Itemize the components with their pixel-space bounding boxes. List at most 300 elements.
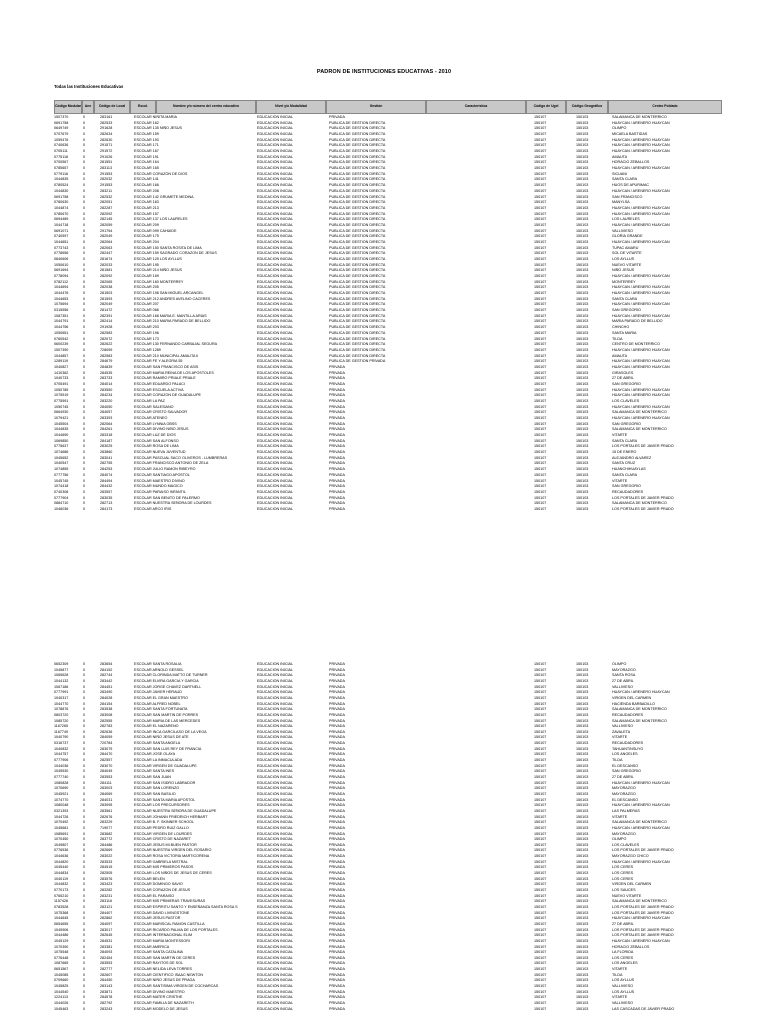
header-codigo-modular: Código Modular — [54, 100, 82, 114]
cell-centro-poblado: LOS AYLLUS — [612, 257, 635, 261]
cell-centro-poblado: AMAUTA — [612, 353, 628, 358]
cell-codigo-local: 284014 — [100, 381, 113, 386]
cell-gestion: PRIVADA — [329, 467, 345, 472]
cell-nivel: EDUCACION INICIAL — [257, 257, 294, 261]
cell-nivel: EDUCACION INICIAL — [257, 166, 294, 171]
cell-codigo-ugel: 150107 — [534, 444, 547, 449]
cell-anexo: 0 — [83, 433, 86, 438]
cell-codigo-ugel: 150107 — [534, 803, 547, 808]
cell-centro-poblado: HUAYCAN / ARENERO HUAYCAN — [612, 166, 670, 171]
table-row — [54, 888, 722, 893]
cell-gestion: PRIVADA — [329, 707, 345, 712]
cell-centro-poblado: HUAYCAN / ARENERO HUAYCAN — [612, 416, 670, 421]
cell-gestion: PRIVADA — [329, 876, 345, 881]
cell-nombre: ESCOLAR 205 — [134, 285, 159, 290]
cell-codigo-modular: 1044757 — [54, 752, 69, 757]
cell-codigo-local: 282645 — [100, 933, 113, 938]
cell-codigo-modular: 1044756 — [54, 325, 69, 330]
cell-gestion: PRIVADA — [329, 995, 345, 1000]
cell-centro-poblado: HUAYCAN / ARENERO HUAYCAN — [612, 803, 670, 808]
cell-gestion: PUBLICA DE GESTION DIRECTA — [329, 126, 386, 131]
cell-gestion: PRIVADA — [329, 662, 345, 666]
cell-centro-poblado: VIRGEN DEL CARMEN — [612, 882, 652, 887]
header-codigo-local: Código de Local — [94, 100, 130, 114]
cell-gestion: PRIVADA — [329, 404, 345, 409]
cell-codigo-ugel: 150107 — [534, 228, 547, 233]
cell-nombre: ESCOLAR LYNNIA OBSS — [134, 421, 177, 426]
cell-anexo: 0 — [83, 154, 86, 159]
cell-nivel: EDUCACION INICIAL — [257, 803, 294, 808]
cell-centro-poblado: VITARTE — [612, 478, 628, 483]
header-escol: Escol. — [130, 100, 156, 114]
cell-codigo-ugel: 150107 — [534, 291, 547, 296]
cell-anexo: 0 — [83, 217, 86, 222]
cell-codigo-modular: 1045921 — [54, 791, 69, 796]
cell-gestion: PUBLICA DE GESTION DIRECTA — [329, 251, 386, 256]
cell-codigo-local: 282059 — [100, 222, 113, 227]
table-row — [54, 217, 722, 222]
cell-codigo-geografico: 150103 — [576, 763, 589, 768]
cell-centro-poblado: MAYORAZGO CHICO — [612, 854, 649, 859]
cell-codigo-modular: 1040119 — [54, 876, 69, 881]
cell-anexo: 0 — [83, 347, 86, 352]
cell-nivel: EDUCACION INICIAL — [257, 342, 294, 347]
cell-centro-poblado: VITARTE — [612, 433, 628, 438]
cell-codigo-geografico: 150103 — [576, 200, 589, 205]
cell-nombre: ESCOLAR MARIA DE LAS MERCEDES — [134, 718, 201, 723]
cell-codigo-modular: 1069850 — [54, 438, 69, 443]
cell-codigo-ugel: 150107 — [534, 871, 547, 876]
cell-centro-poblado: LOS CERES — [612, 871, 634, 876]
cell-gestion: PRIVADA — [329, 972, 345, 977]
cell-nombre: ESCOLAR LOS NIÑOS DE JESUS DE CERES — [134, 871, 212, 876]
cell-codigo-ugel: 150107 — [534, 251, 547, 256]
cell-gestion: PUBLICA DE GESTION DIRECTA — [329, 200, 386, 205]
cell-codigo-ugel: 150107 — [534, 404, 547, 409]
cell-codigo-geografico: 150103 — [576, 444, 589, 449]
cell-codigo-geografico: 150103 — [576, 177, 589, 182]
table-row — [54, 456, 722, 461]
cell-codigo-ugel: 150107 — [534, 950, 547, 955]
cell-centro-poblado: SALAMANCA DE MONTERRICO — [612, 899, 667, 904]
cell-codigo-ugel: 150107 — [534, 865, 547, 870]
table-row — [54, 961, 722, 966]
cell-anexo: 0 — [83, 120, 86, 125]
cell-anexo: 0 — [83, 166, 86, 171]
cell-anexo: 0 — [83, 984, 86, 989]
table-row — [54, 143, 722, 148]
cell-centro-poblado: VIRGEN DEL CARMEN — [612, 695, 652, 700]
cell-codigo-local: 282862 — [100, 916, 113, 921]
table-row — [54, 978, 722, 983]
cell-codigo-ugel: 150107 — [534, 741, 547, 746]
cell-gestion: PUBLICA DE GESTION DIRECTA — [329, 279, 386, 284]
cell-nivel: EDUCACION INICIAL — [257, 808, 294, 813]
cell-nombre: ESCOLAR FRANCISCO ANTONIO DE ZELA — [134, 461, 209, 466]
cell-codigo-modular: 1044820 — [54, 859, 69, 864]
cell-anexo: 0 — [83, 200, 86, 205]
cell-codigo-geografico: 150103 — [576, 859, 589, 864]
cell-codigo-geografico: 150103 — [576, 296, 589, 301]
cell-anexo: 0 — [83, 684, 86, 689]
cell-nombre: ESCOLAR 209 — [134, 222, 159, 227]
cell-centro-poblado: LA FLORIDA — [612, 950, 634, 955]
cell-nombre: ESCOLAR ESCUELA ACTIVA — [134, 387, 184, 392]
cell-nivel: EDUCACION INICIAL — [257, 262, 294, 267]
cell-codigo-ugel: 150107 — [534, 893, 547, 898]
cell-anexo: 0 — [83, 376, 86, 381]
cell-codigo-modular: 1044645 — [54, 916, 69, 921]
cell-codigo-ugel: 150107 — [534, 120, 547, 125]
cell-codigo-modular: 1044026 — [54, 1001, 69, 1005]
cell-codigo-geografico: 150103 — [576, 888, 589, 892]
cell-nombre: ESCOLAR SALESIANO — [134, 404, 174, 409]
cell-codigo-local: 283490 — [100, 690, 113, 695]
cell-nombre: ESCOLAR INTERNACIONAL ELIM — [134, 933, 193, 938]
cell-codigo-modular: 1040790 — [54, 735, 69, 740]
cell-nombre: ESCOLAR 1289 — [134, 347, 161, 352]
cell-codigo-ugel: 150107 — [534, 376, 547, 381]
cell-nombre: ESCOLAR JULIO RAMON RIBEYRO — [134, 467, 196, 472]
cell-centro-poblado: SANTA MARIA — [612, 330, 637, 335]
cell-codigo-geografico: 150103 — [576, 820, 589, 825]
cell-anexo: 0 — [83, 791, 86, 796]
cell-codigo-modular: 0600239 — [54, 342, 69, 347]
cell-nivel: EDUCACION INICIAL — [257, 410, 294, 415]
cell-gestion: PRIVADA — [329, 842, 345, 847]
cell-codigo-ugel: 150107 — [534, 729, 547, 734]
table-row — [54, 410, 722, 415]
table-row — [54, 685, 722, 690]
cell-codigo-modular: 0803720 — [54, 712, 69, 717]
cell-anexo: 0 — [83, 228, 86, 233]
cell-nombre: ESCOLAR 066 — [134, 308, 159, 313]
cell-codigo-local: 283654 — [100, 662, 113, 666]
cell-nivel: EDUCACION INICIAL — [257, 455, 294, 460]
cell-codigo-modular: 0884710 — [54, 501, 69, 506]
cell-codigo-modular: 0780630 — [54, 200, 69, 205]
cell-nivel: EDUCACION INICIAL — [257, 126, 294, 131]
cell-codigo-ugel: 150107 — [534, 274, 547, 279]
cell-anexo: 0 — [83, 257, 86, 261]
cell-nivel: EDUCACION INICIAL — [257, 746, 294, 751]
cell-nombre: ESCOLAR VIRGEN DE GUADALUPE — [134, 763, 197, 768]
cell-codigo-modular: 1079421 — [54, 416, 69, 421]
cell-codigo-ugel: 150107 — [534, 433, 547, 438]
cell-codigo-local: 282049 — [100, 302, 113, 307]
cell-codigo-geografico: 150103 — [576, 1001, 589, 1005]
cell-centro-poblado: LOS CERES — [612, 955, 634, 960]
cell-centro-poblado: HUAYCAN / ARENERO HUAYCAN — [612, 205, 670, 210]
cell-anexo: 0 — [83, 115, 86, 119]
cell-codigo-ugel: 150107 — [534, 695, 547, 700]
cell-codigo-modular: 0654655 — [54, 921, 69, 926]
table-header — [54, 100, 722, 114]
cell-codigo-modular: 0691758 — [54, 120, 69, 125]
cell-anexo: 0 — [83, 746, 86, 751]
table-row — [54, 928, 722, 933]
table-row — [54, 439, 722, 444]
cell-codigo-modular: 0315556 — [54, 308, 69, 313]
cell-codigo-geografico: 150103 — [576, 421, 589, 426]
table-row — [54, 138, 722, 143]
cell-anexo: 0 — [83, 171, 86, 176]
cell-codigo-ugel: 150107 — [534, 370, 547, 375]
cell-codigo-local: 283229 — [100, 820, 113, 825]
cell-nivel: EDUCACION INICIAL — [257, 404, 294, 409]
cell-nombre: ESCOLAR INCA GARCILASO DE LA VEGA — [134, 729, 207, 734]
cell-nombre: ESCOLAR JORGE CHAVEZ DARTNELL — [134, 684, 202, 689]
cell-nombre: ESCOLAR 167 — [134, 149, 159, 154]
cell-nombre: ESCOLAR SANTA MARIA APOSTOL — [134, 797, 196, 802]
cell-codigo-local: 282669 — [100, 848, 113, 853]
cell-codigo-local: 283025 — [100, 444, 113, 449]
cell-gestion: PUBLICA DE GESTION DIRECTA — [329, 291, 386, 296]
cell-centro-poblado: TILDA — [612, 758, 623, 763]
cell-gestion: PRIVADA — [329, 472, 345, 477]
cell-gestion: PUBLICA DE GESTION DIRECTA — [329, 308, 386, 313]
table-row — [54, 905, 722, 910]
cell-codigo-geografico: 150103 — [576, 257, 589, 261]
cell-gestion: PRIVADA — [329, 763, 345, 768]
table-row — [54, 177, 722, 182]
cell-anexo: 0 — [83, 667, 86, 672]
cell-gestion: PRIVADA — [329, 450, 345, 455]
cell-codigo-local: 283538 — [100, 707, 113, 712]
cell-nombre: ESCOLAR 163 — [134, 200, 159, 205]
cell-centro-poblado: SANTA CRUZ — [612, 461, 636, 466]
cell-codigo-modular: 0694489 — [54, 217, 69, 222]
table-row — [54, 843, 722, 848]
cell-nivel: EDUCACION INICIAL — [257, 296, 294, 301]
cell-codigo-local: 284173 — [100, 506, 113, 511]
header-anexo: Ane — [82, 100, 94, 114]
cell-codigo-local: 284111 — [100, 780, 112, 785]
cell-centro-poblado: SALAMANCA DE MONTERRICO — [612, 501, 667, 506]
cell-gestion: PRIVADA — [329, 888, 345, 892]
cell-nivel: EDUCACION INICIAL — [257, 955, 294, 960]
cell-centro-poblado: HUAYCAN / ARENERO HUAYCAN — [612, 313, 670, 318]
cell-codigo-geografico: 150103 — [576, 854, 589, 859]
cell-codigo-modular: 1070390 — [54, 944, 69, 949]
cell-anexo: 0 — [83, 467, 86, 472]
cell-codigo-modular: 1045745 — [54, 478, 69, 483]
cell-codigo-local: 284407 — [100, 910, 113, 915]
cell-anexo: 0 — [83, 222, 86, 227]
cell-codigo-ugel: 150107 — [534, 984, 547, 989]
cell-codigo-ugel: 150107 — [534, 820, 547, 825]
cell-anexo: 0 — [83, 291, 86, 296]
cell-codigo-modular: 1075368 — [54, 910, 69, 915]
cell-anexo: 0 — [83, 967, 86, 972]
cell-anexo: 0 — [83, 381, 86, 386]
cell-codigo-modular: 1075519 — [54, 393, 69, 398]
cell-codigo-ugel: 150107 — [534, 450, 547, 455]
cell-nombre: ESCOLAR ARCO IRIS — [134, 506, 172, 511]
cell-codigo-modular: 1044835 — [54, 427, 69, 432]
cell-anexo: 0 — [83, 921, 86, 926]
cell-codigo-ugel: 150107 — [534, 752, 547, 757]
cell-codigo-ugel: 150107 — [534, 381, 547, 386]
cell-codigo-local: 284059 — [100, 735, 113, 740]
cell-anexo: 0 — [83, 438, 86, 443]
cell-codigo-geografico: 150103 — [576, 194, 589, 199]
cell-codigo-geografico: 150103 — [576, 882, 589, 887]
cell-codigo-geografico: 150103 — [576, 944, 589, 949]
cell-nivel: EDUCACION INICIAL — [257, 791, 294, 796]
cell-codigo-local: 282287 — [100, 205, 113, 210]
table-row — [54, 956, 722, 961]
cell-gestion: PRIVADA — [329, 780, 345, 785]
table-row — [54, 297, 722, 302]
cell-nombre: ESCOLAR B. F. SKINNER SCHOOL — [134, 820, 195, 825]
header-caracteristica: Característica — [426, 100, 526, 114]
cell-gestion: PUBLICA DE GESTION DIRECTA — [329, 274, 386, 279]
cell-nombre: ESCOLAR SAN LUIS REY DE FRANCIA — [134, 746, 202, 751]
cell-nombre: ESCOLAR CLORINDA MATTO DE TURNER — [134, 673, 208, 678]
cell-anexo: 0 — [83, 882, 86, 887]
cell-centro-poblado: LAS CASCADAS DE JAVIER PRADO — [612, 1006, 675, 1011]
cell-gestion: PRIVADA — [329, 678, 345, 683]
cell-codigo-local: 282792 — [100, 1001, 113, 1005]
cell-codigo-local: 282777 — [100, 967, 113, 972]
cell-codigo-local: 283772 — [100, 837, 113, 842]
cell-codigo-ugel: 150107 — [534, 342, 547, 347]
cell-centro-poblado: 27 DE ABRIL — [612, 376, 634, 381]
table-row — [54, 251, 722, 256]
cell-nombre: ESCOLAR MODELO DE JESUS — [134, 1006, 188, 1011]
cell-centro-poblado: HORACIO ZEBALLOS — [612, 160, 650, 165]
cell-centro-poblado: 15 DE ENERO — [612, 450, 637, 455]
cell-nivel: EDUCACION INICIAL — [257, 995, 294, 1000]
table-row — [54, 450, 722, 455]
cell-codigo-geografico: 150103 — [576, 724, 589, 729]
cell-gestion: PRIVADA — [329, 825, 345, 830]
cell-centro-poblado: HUAYCAN / ARENERO HUAYCAN — [612, 938, 670, 943]
cell-gestion: PRIVADA — [329, 933, 345, 938]
cell-nombre: ESCOLAR MUNDO MAGICO — [134, 484, 183, 489]
cell-codigo-ugel: 150107 — [534, 416, 547, 421]
cell-anexo: 0 — [83, 995, 86, 1000]
cell-codigo-ugel: 150107 — [534, 961, 547, 966]
cell-codigo-ugel: 150107 — [534, 797, 547, 802]
cell-centro-poblado: ALEJANDRO ALVAREZ — [612, 455, 652, 460]
cell-nombre: ESCOLAR NIÑITA MARIA — [134, 115, 177, 119]
cell-gestion: PRIVADA — [329, 921, 345, 926]
cell-codigo-ugel: 150107 — [534, 438, 547, 443]
table-row — [54, 155, 722, 160]
cell-codigo-modular: 0649749 — [54, 126, 69, 131]
cell-anexo: 0 — [83, 444, 86, 449]
cell-nombre: ESCOLAR JAVIER HERAUD — [134, 690, 182, 695]
cell-nombre: ESCOLAR JOSE OLAYA — [134, 752, 176, 757]
cell-codigo-geografico: 150103 — [576, 438, 589, 443]
cell-codigo-local: 282063 — [100, 245, 113, 250]
cell-codigo-local: 282607 — [100, 972, 113, 977]
cell-centro-poblado: LOS PORTALES DE JAVIER PRADO — [612, 910, 674, 915]
cell-codigo-ugel: 150107 — [534, 347, 547, 352]
cell-codigo-modular: 0740636 — [54, 143, 69, 148]
table-row — [54, 899, 722, 904]
cell-codigo-local: 291572 — [100, 149, 113, 154]
cell-anexo: 0 — [83, 393, 86, 398]
cell-nombre: ESCOLAR 135 NIÑO JESUS — [134, 126, 182, 131]
table-row — [54, 696, 722, 701]
cell-nombre: ESCOLAR DIVINO NIÑO JESUS — [134, 427, 189, 432]
cell-codigo-modular: 1045652 — [54, 455, 69, 460]
cell-anexo: 0 — [83, 330, 86, 335]
cell-codigo-local: 282064 — [100, 239, 113, 244]
cell-anexo: 0 — [83, 955, 86, 960]
cell-nivel: EDUCACION INICIAL — [257, 695, 294, 700]
cell-anexo: 0 — [83, 662, 86, 666]
cell-centro-poblado: SAN GREGORIO — [612, 308, 641, 313]
table-row — [54, 1001, 722, 1006]
cell-centro-poblado: ZAVALETA — [612, 729, 631, 734]
cell-codigo-ugel: 150107 — [534, 814, 547, 819]
cell-nombre: ESCOLAR 160 MONTERREY — [134, 279, 184, 284]
cell-nivel: EDUCACION INICIAL — [257, 279, 294, 284]
cell-codigo-ugel: 150107 — [534, 825, 547, 830]
cell-codigo-local: 283116 — [100, 899, 113, 904]
cell-anexo: 0 — [83, 899, 86, 904]
table-row — [54, 854, 722, 859]
cell-codigo-ugel: 150107 — [534, 393, 547, 398]
cell-codigo-local: 282414 — [100, 319, 113, 324]
cell-codigo-ugel: 150107 — [534, 944, 547, 949]
cell-gestion: PUBLICA DE GESTION DIRECTA — [329, 222, 386, 227]
cell-nombre: ESCOLAR ARNOLD GESSEL — [134, 667, 184, 672]
cell-codigo-geografico: 150103 — [576, 268, 589, 273]
cell-codigo-modular: 1044832 — [54, 882, 69, 887]
cell-nivel: EDUCACION INICIAL — [257, 984, 294, 989]
table-row — [54, 285, 722, 290]
header-nivel: Nivel y/o Modalidad — [256, 100, 326, 114]
cell-nombre: ESCOLAR SAN FRANCISCO DE ASIS — [134, 364, 199, 369]
cell-nombre: ESCOLAR 141 — [134, 177, 159, 182]
cell-codigo-modular: 0775637 — [54, 444, 69, 449]
cell-codigo-local: 284261 — [100, 427, 113, 432]
cell-codigo-ugel: 150107 — [534, 115, 547, 119]
cell-centro-poblado: 27 DE ABRIL — [612, 775, 634, 779]
cell-codigo-local: 284152 — [100, 667, 113, 672]
cell-centro-poblado: HUAYCAN / ARENERO HUAYCAN — [612, 916, 670, 921]
cell-codigo-geografico: 150103 — [576, 791, 589, 796]
cell-codigo-local: 284050 — [100, 404, 113, 409]
cell-nombre: ESCOLAR 166 — [134, 183, 159, 188]
cell-codigo-ugel: 150107 — [534, 353, 547, 358]
cell-codigo-geografico: 150103 — [576, 399, 589, 403]
cell-nivel: EDUCACION INICIAL — [257, 825, 294, 830]
cell-centro-poblado: MONTERREY — [612, 279, 636, 284]
cell-gestion: PUBLICA DE GESTION DIRECTA — [329, 347, 386, 352]
table-row — [54, 308, 722, 313]
table-row — [54, 274, 722, 279]
table-row — [54, 342, 722, 347]
cell-nivel: EDUCACION INICIAL — [257, 921, 294, 926]
table-row — [54, 775, 722, 780]
cell-nombre: ESCOLAR 173 — [134, 336, 159, 341]
cell-codigo-geografico: 150103 — [576, 775, 589, 779]
cell-nivel: EDUCACION INICIAL — [257, 234, 294, 239]
document-subtitle: Todas las Instituciones Educativas — [54, 84, 124, 89]
cell-codigo-local: 284045 — [100, 769, 113, 774]
cell-nombre: ESCOLAR 212 ANDRES AVELINO CACERES — [134, 296, 211, 301]
cell-nivel: EDUCACION INICIAL — [257, 729, 294, 734]
cell-nombre: ESCOLAR NUEVA JUVENTUD — [134, 450, 186, 455]
cell-codigo-geografico: 150103 — [576, 916, 589, 921]
cell-codigo-geografico: 150103 — [576, 126, 589, 131]
